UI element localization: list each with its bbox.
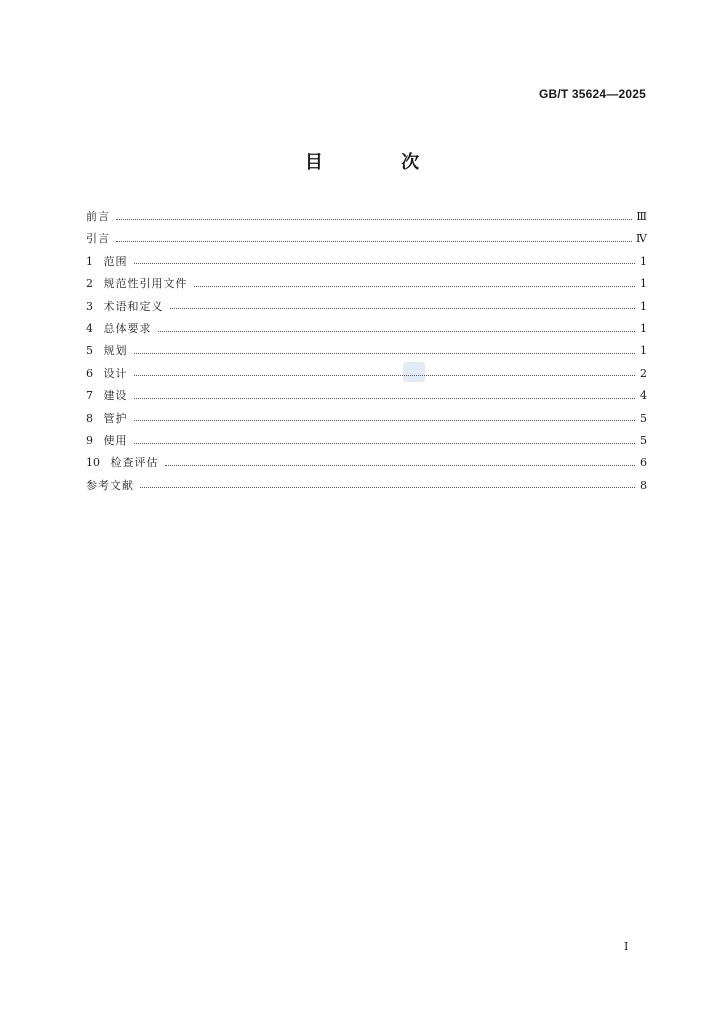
toc-entry-number: 6 xyxy=(86,366,93,380)
toc-entry-label: 检查评估 xyxy=(110,456,159,470)
toc-entry-label: 前言 xyxy=(86,210,110,223)
leader-dots xyxy=(158,330,636,332)
leader-dots xyxy=(134,397,636,399)
toc-entry-label: 规范性引用文件 xyxy=(103,277,188,291)
toc-entry-design[interactable] xyxy=(86,363,647,385)
leader-dots xyxy=(134,442,636,444)
toc-entry-label: 设计 xyxy=(103,366,128,380)
toc-entry-number: 7 xyxy=(86,389,93,403)
toc-entry-use[interactable] xyxy=(86,430,647,452)
toc-entry-label: 范围 xyxy=(103,254,128,268)
toc-entry-maintenance[interactable] xyxy=(86,408,647,430)
toc-entry-introduction[interactable] xyxy=(86,228,647,250)
table-of-contents xyxy=(86,206,647,497)
toc-entry-label: 参考文献 xyxy=(86,478,134,492)
standard-code: GB/T 35624—2025 xyxy=(538,87,646,101)
toc-entry-label: 引言 xyxy=(86,232,110,246)
leader-dots xyxy=(140,486,635,488)
page-number: I xyxy=(624,940,629,953)
toc-entry-number: 3 xyxy=(86,299,93,313)
toc-entry-construction[interactable] xyxy=(86,385,647,407)
leader-dots xyxy=(165,464,636,466)
toc-entry-page: 1 xyxy=(640,344,647,358)
toc-entry-number: 4 xyxy=(86,321,93,335)
toc-entry-label: 术语和定义 xyxy=(103,299,164,313)
toc-entry-label: 使用 xyxy=(103,433,128,447)
toc-entry-page: 1 xyxy=(640,299,647,313)
leader-dots xyxy=(134,419,636,421)
toc-entry-page: 1 xyxy=(640,254,647,268)
toc-entry-page: Ⅲ xyxy=(636,210,647,223)
leader-dots xyxy=(134,374,636,376)
toc-entry-number: 1 xyxy=(86,254,93,268)
toc-entry-planning[interactable] xyxy=(86,340,647,362)
toc-entry-normative-references[interactable] xyxy=(86,273,647,295)
toc-entry-scope[interactable] xyxy=(86,251,647,273)
toc-entry-label: 管护 xyxy=(103,411,128,425)
toc-entry-number: 10 xyxy=(86,456,100,470)
toc-entry-number: 9 xyxy=(86,433,93,447)
toc-entry-page: 5 xyxy=(640,433,647,447)
toc-entry-page: 8 xyxy=(640,478,647,492)
toc-entry-inspection-evaluation[interactable] xyxy=(86,452,647,474)
toc-entry-number: 2 xyxy=(86,277,93,291)
toc-entry-label: 规划 xyxy=(103,344,128,358)
toc-entry-page: 1 xyxy=(640,321,647,335)
leader-dots xyxy=(116,240,632,242)
toc-entry-number: 5 xyxy=(86,344,93,358)
toc-entry-page: 2 xyxy=(640,366,647,380)
page-title: 目 次 xyxy=(304,152,456,173)
toc-entry-page: Ⅳ xyxy=(636,232,647,246)
toc-entry-page: 6 xyxy=(640,456,647,470)
toc-entry-page: 4 xyxy=(640,389,647,403)
leader-dots xyxy=(134,352,636,354)
leader-dots xyxy=(134,262,636,264)
toc-entry-page: 1 xyxy=(640,277,647,291)
toc-entry-label: 总体要求 xyxy=(103,321,152,335)
leader-dots xyxy=(194,285,636,287)
leader-dots xyxy=(116,218,632,220)
toc-entry-general-requirements[interactable] xyxy=(86,318,647,340)
toc-entry-label: 建设 xyxy=(103,389,128,403)
toc-entry-page: 5 xyxy=(640,411,647,425)
toc-entry-preface[interactable] xyxy=(86,206,647,228)
leader-dots xyxy=(170,307,636,309)
toc-entry-terms-definitions[interactable] xyxy=(86,296,647,318)
toc-entry-bibliography[interactable] xyxy=(86,475,647,497)
toc-entry-number: 8 xyxy=(86,411,93,425)
